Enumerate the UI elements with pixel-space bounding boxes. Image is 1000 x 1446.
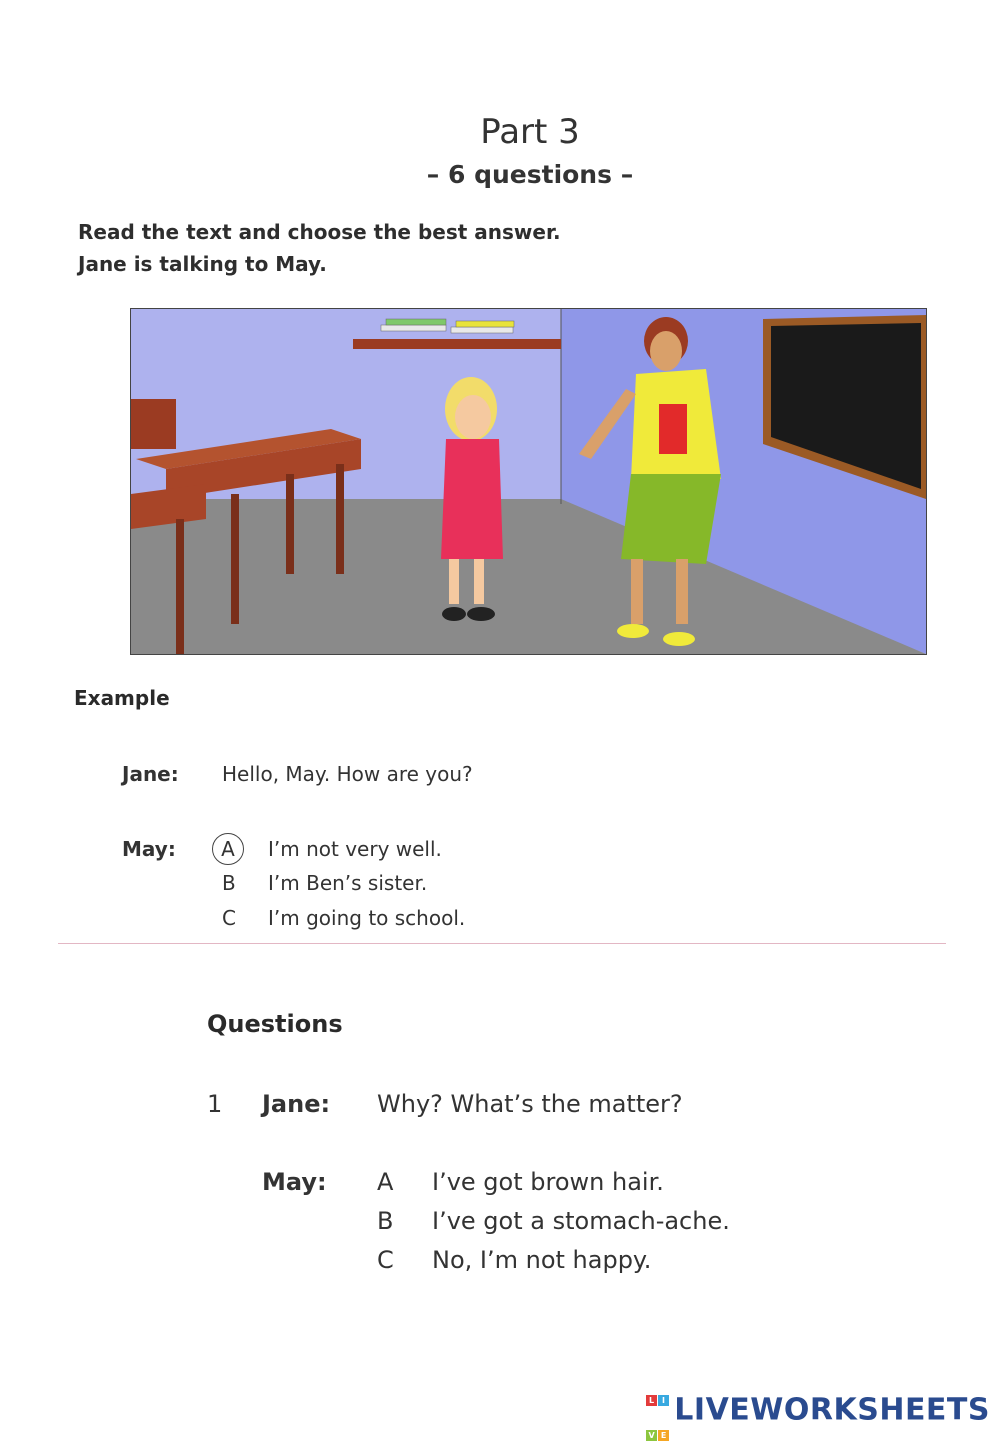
example-speaker-may: May:: [122, 837, 176, 861]
example-option-a-letter: [212, 833, 244, 865]
desk-back: [131, 399, 176, 449]
books-stack-2: [451, 327, 513, 333]
example-heading: Example: [74, 686, 170, 710]
instruction-line-2: Jane is talking to May.: [78, 252, 327, 276]
question-speaker-may: May:: [262, 1168, 327, 1196]
instruction-line-1: Read the text and choose the best answer.: [78, 220, 561, 244]
question-speaker-jane: Jane:: [262, 1090, 331, 1118]
question-option-a-text[interactable]: I’ve got brown hair.: [432, 1168, 664, 1196]
question-option-c-text[interactable]: No, I’m not happy.: [432, 1246, 652, 1274]
books-stack-1: [381, 325, 446, 331]
example-option-c-letter: C: [222, 906, 236, 930]
example-option-b-text: I’m Ben’s sister.: [268, 871, 428, 895]
classroom-illustration: [130, 308, 927, 655]
example-speaker-jane: Jane:: [122, 762, 179, 786]
question-option-b-letter[interactable]: B: [377, 1207, 394, 1235]
red-book: [659, 404, 687, 454]
classroom-scene-svg: [131, 309, 926, 654]
page-title: Part 3: [480, 112, 580, 152]
example-option-c-text: I’m going to school.: [268, 906, 466, 930]
liveworksheets-logo[interactable]: [646, 1376, 990, 1446]
question-prompt: Why? What’s the matter?: [377, 1090, 683, 1118]
question-option-c-letter[interactable]: C: [377, 1246, 394, 1274]
example-option-b-letter: B: [222, 871, 236, 895]
shelf: [353, 339, 561, 349]
logo-text: LIVEWORKSHEETS: [674, 1392, 990, 1428]
page-subtitle: – 6 questions –: [426, 160, 634, 189]
question-number: 1: [207, 1090, 223, 1118]
logo-mark-icon: L I V E: [646, 1376, 670, 1446]
question-option-b-text[interactable]: I’ve got a stomach-ache.: [432, 1207, 730, 1235]
question-option-a-letter[interactable]: A: [377, 1168, 394, 1196]
questions-heading: Questions: [207, 1010, 343, 1038]
selected-answer-circle: A: [212, 833, 244, 865]
section-divider: [58, 943, 946, 944]
example-option-a-text: I’m not very well.: [268, 837, 442, 861]
example-prompt: Hello, May. How are you?: [222, 762, 473, 786]
